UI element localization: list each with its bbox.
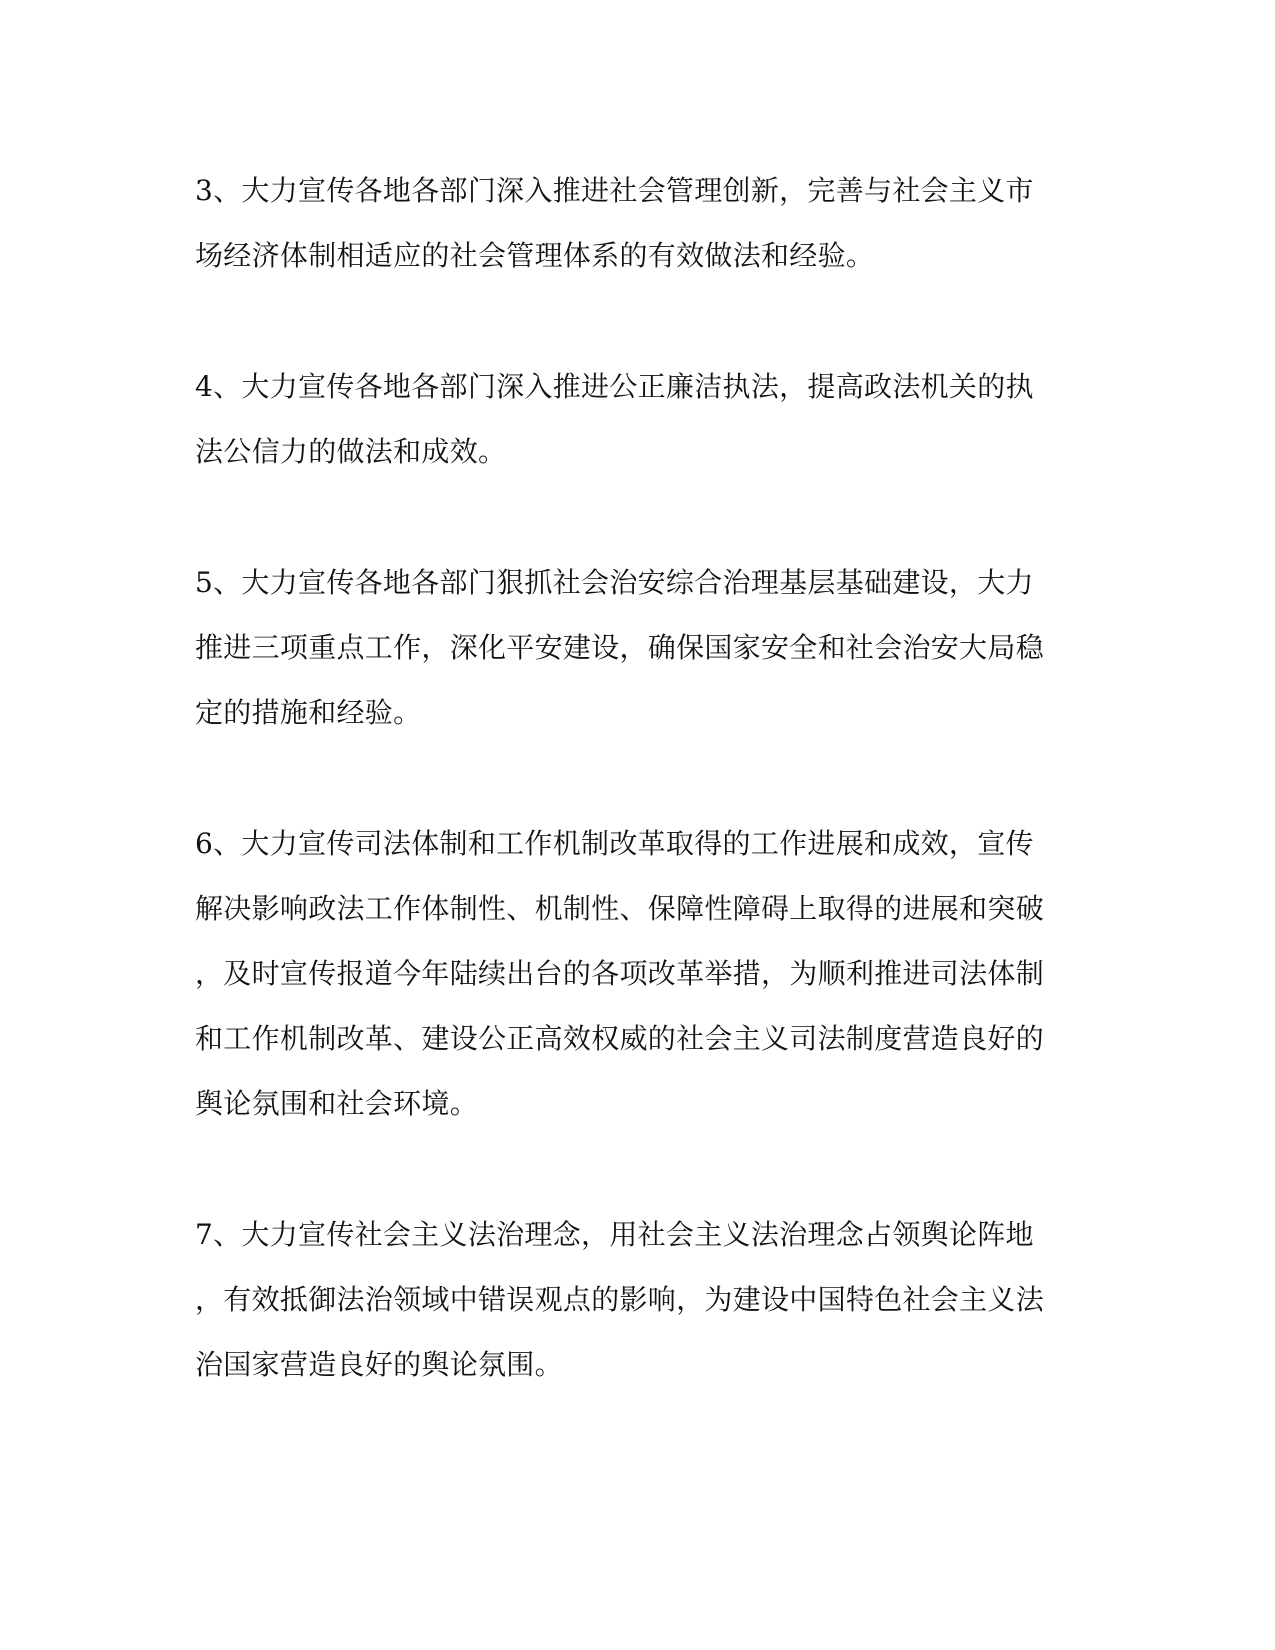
text-line: 5、大力宣传各地各部门狠抓社会治安综合治理基层基础建设，大力 xyxy=(195,566,1034,599)
text-line: 7、大力宣传社会主义法治理念，用社会主义法治理念占领舆论阵地 xyxy=(195,1218,1034,1251)
text-line: 解决影响政法工作体制性、机制性、保障性障碍上取得的进展和突破 xyxy=(195,892,1045,925)
paragraph-item-3 xyxy=(195,158,1075,288)
text-line: 和工作机制改革、建设公正高效权威的社会主义司法制度营造良好的 xyxy=(195,1022,1045,1055)
text-line: 3、大力宣传各地各部门深入推进社会管理创新，完善与社会主义市 xyxy=(195,174,1034,207)
text-line: 4、大力宣传各地各部门深入推进公正廉洁执法，提高政法机关的执 xyxy=(195,370,1034,403)
text-line: 推进三项重点工作，深化平安建设，确保国家安全和社会治安大局稳 xyxy=(195,631,1045,664)
paragraph-item-4 xyxy=(195,354,1075,484)
text-line: ，有效抵御法治领域中错误观点的影响，为建设中国特色社会主义法 xyxy=(195,1283,1045,1316)
text-line: 法公信力的做法和成效。 xyxy=(195,435,507,468)
text-line: 治国家营造良好的舆论氛围。 xyxy=(195,1348,563,1381)
text-line: 舆论氛围和社会环境。 xyxy=(195,1087,479,1120)
text-line: ，及时宣传报道今年陆续出台的各项改革举措，为顺利推进司法体制 xyxy=(195,957,1045,990)
paragraph-item-5 xyxy=(195,550,1075,745)
text-line: 定的措施和经验。 xyxy=(195,696,422,729)
paragraph-item-6 xyxy=(195,811,1075,1136)
document-body xyxy=(195,158,1075,1463)
text-line: 6、大力宣传司法体制和工作机制改革取得的工作进展和成效，宣传 xyxy=(195,827,1034,860)
text-line: 场经济体制相适应的社会管理体系的有效做法和经验。 xyxy=(195,239,875,272)
paragraph-item-7 xyxy=(195,1202,1075,1397)
